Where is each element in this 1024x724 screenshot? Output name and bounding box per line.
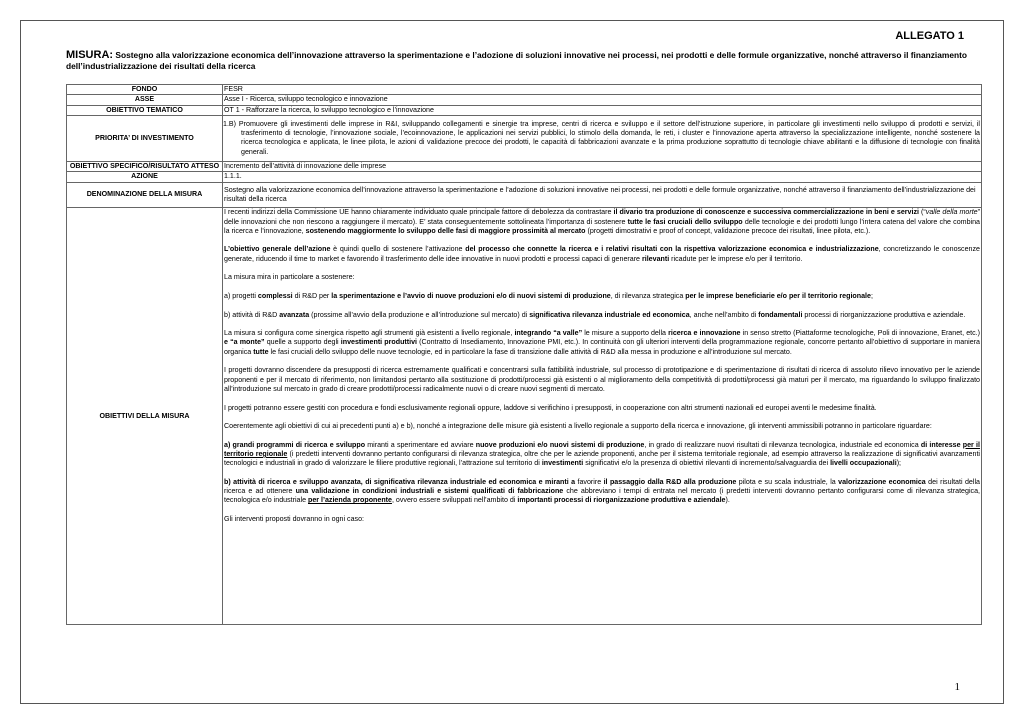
asse-value: Asse I - Ricerca, sviluppo tecnologico e innovazione: [223, 95, 982, 105]
obiettivi-paragraph: La misura si configura come sinergica rispetto agli strumenti già esistenti a livello regionale, integrando “a valle” le misure a supporto della ricerca e innovazione in senso stretto (Piattaforme tecnologiche, Poli di innovazione, Eranet, etc.) e “a monte” quelle a supporto degli investimenti produttivi (Contratto di Insediamento, Innovazione PMI, etc.). In continuità con gli ulteriori interventi della programmazione regionale, concorre pertanto all’obiettivo di supportare in maniera organica tutte le fasi cruciali dello sviluppo delle nuove tecnologie, ed in particolare la fase di transizione dalle attività di R&D alla messa in produzione e all’introduzione sul mercato.: [224, 329, 980, 356]
table-row-priorita: [67, 115, 982, 161]
obiettivi-value: [223, 208, 982, 625]
table-row-obiettivo-specifico: [67, 162, 982, 172]
obiettivi-paragraph: b) attività di ricerca e sviluppo avanzata, di significativa rilevanza industriale ed economica e miranti a favorire il passaggio dalla R&D alla produzione pilota e su scala industriale, la valorizzazione economica dei risultati della ricerca e ad ottenere una validazione in condizioni industriali e sistemi qualificati di fabbricazione che abbreviano i tempi di entrata nel mercato (i predetti interventi dovranno pertanto configurarsi come di rilevanza strategica, tecnologica e/o industriale per l’azienda proponente, ovvero essere sviluppati nell’ambito di importanti processi di riorganizzazione produttiva e aziendale).: [224, 477, 980, 505]
obiettivo-tematico-label: OBIETTIVO TEMATICO: [67, 105, 223, 115]
azione-label: AZIONE: [67, 172, 223, 182]
misura-title: Sostegno alla valorizzazione economica dell’innovazione attraverso la sperimentazione e l’adozione di soluzioni innovative nei processi, nei prodotti e delle formule organizzative, nonché attraverso il finanziamento dell’industrializzazione dei risultati della ricerca: [66, 50, 968, 71]
obiettivi-paragraph: I recenti indirizzi della Commissione UE hanno chiaramente individuato quale principale fattore di debolezza da contrastare il divario tra produzione di conoscenze e successiva commercializzazione in beni e servizi (“valle della morte” delle innovazioni che non riescono a raggiungere il mercato). E’ stata conseguentemente sottolineata l’importanza di sostenere tutte le fasi cruciali dello sviluppo delle tecnologie e dei prodotti lungo l’intera catena del valore che combina la ricerca e l’innovazione, sostenendo maggiormente lo sviluppo delle fasi di maggiore prossimità al mercato (progetti dimostrativi e proof of concept, validazione precoce dei risultati, linee pilota, etc.).: [224, 208, 980, 235]
obiettivi-paragraph: Coerentemente agli obiettivi di cui ai precedenti punti a) e b), nonché a integrazione delle misure già esistenti a livello regionale a supporto della ricerca e innovazione, gli interventi ammissibili potranno in particolare riguardare:: [224, 422, 932, 431]
obiettivi-paragraph: Gli interventi proposti dovranno in ogni caso:: [224, 515, 364, 524]
table-row-obiettivi: [67, 208, 982, 625]
denominazione-value: Sostegno alla valorizzazione economica dell’innovazione attraverso la sperimentazione e l’adozione di soluzioni innovative nei processi, nei prodotti e delle formule organizzative, nonché attraverso il finanziamento dell’industrializzazione dei risultati della ricerca: [223, 182, 982, 208]
obiettivi-paragraph: a) grandi programmi di ricerca e sviluppo miranti a sperimentare ed avviare nuove produzioni e/o nuovi sistemi di produzione, in grado di realizzare nuovi risultati di rilevanza tecnologica, industriale ed economica di interesse per il territorio regionale (i predetti interventi dovranno pertanto configurarsi di rilevanza strategica, oltre che per le aziende proponenti, anche per il sistema territoriale regionale, ad esempio attraverso la realizzazione di significativi avanzamenti tecnologici e industriali in grado di valorizzare le filiere produttive regionali, l’attrazione sul territorio di investimenti significativi e/o la presenza di obiettivi rilevanti di incremento/salvaguardia dei livelli occupazionali);: [224, 440, 980, 468]
fondo-label: FONDO: [67, 85, 223, 95]
table-row-fondo: [67, 85, 982, 95]
obiettivo-specifico-label: OBIETTIVO SPECIFICO/RISULTATO ATTESO: [67, 162, 223, 172]
priorita-label: PRIORITA’ DI INVESTIMENTO: [67, 115, 223, 161]
misura-label: MISURA:: [66, 49, 114, 61]
obiettivi-paragraph: I progetti dovranno discendere da presupposti di ricerca estremamente qualificati e concentrarsi sulla fattibilità industriale, sul processo di prototipazione e di sperimentazione di risultati di ricerca di assoluto rilievo innovativo per le aziende proponenti e per il mercato di riferimento, non limitandosi pertanto alla sostituzione di prodotti/processi già esistenti o al miglioramento della competitività di prodotti/processi già maturi per il mercato, ma riguardando lo sviluppo finalizzato all’introduzione sul mercato in grado di creare prodotti/processi radicalmente nuovi o di creare nuovi segmenti di mercato.: [224, 366, 980, 393]
obiettivi-label: OBIETTIVI DELLA MISURA: [67, 208, 223, 625]
denominazione-label: DENOMINAZIONE DELLA MISURA: [67, 182, 223, 208]
misura-heading: [66, 50, 976, 71]
fondo-value: FESR: [223, 85, 982, 95]
obiettivi-paragraph: b) attività di R&D avanzata (prossime all’avvio della produzione e all’introduzione sul mercato) di significativa rilevanza industriale ed economica, anche nell’ambito di fondamentali processi di riorganizzazione produttiva e aziendale.: [224, 310, 966, 319]
asse-label: ASSE: [67, 95, 223, 105]
table-row-azione: [67, 172, 982, 182]
obiettivo-tematico-value: OT 1 - Rafforzare la ricerca, lo sviluppo tecnologico e l’innovazione: [223, 105, 982, 115]
obiettivi-paragraph: I progetti potranno essere gestiti con procedura e fondi esclusivamente regionali oppure, laddove si verifichino i presupposti, in cooperazione con altri strumenti nazionali ed europei aventi le medesime finalità.: [224, 403, 877, 412]
allegato-title: ALLEGATO 1: [895, 30, 964, 42]
priorita-value: 1.B) Promuovere gli investimenti delle imprese in R&I, sviluppando collegamenti e sinergie tra imprese, centri di ricerca e sviluppo e il settore dell’istruzione superiore, in particolare gli investimenti nello sviluppo di prodotti e servizi, il trasferimento di tecnologie, l’innovazione sociale, l’ecoinnovazione, le applicazioni nei servizi pubblici, lo stimolo della domanda, le reti, i cluster e l’innovazione aperta attraverso la specializzazione intelligente, nonché sostenere la ricerca tecnologica e applicata, le linee pilota, le azioni di validazione precoce dei prodotti, le capacità di fabbricazioni avanzate e la prima produzione soprattutto di tecnologie chiave abilitanti e la diffusione di tecnologie con finalità generali.: [223, 115, 982, 161]
obiettivi-paragraph: L’obiettivo generale dell’azione è quindi quello di sostenere l’attivazione del processo che connette la ricerca e i relativi risultati con la rispettiva valorizzazione economica e industrializzazione, concretizzando le conoscenze generate, riducendo il time to market e favorendo il trasferimento delle idee innovative in nuovi prodotti e processi capaci di generare rilevanti ricadute per le imprese e/o per il territorio.: [224, 245, 980, 263]
azione-value: 1.1.1.: [223, 172, 982, 182]
table-row-asse: [67, 95, 982, 105]
obiettivi-paragraph: a) progetti complessi di R&D per la sperimentazione e l’avvio di nuove produzioni e/o di nuovi sistemi di produzione, di rilevanza strategica per le imprese beneficiarie e/o per il territorio regionale;: [224, 291, 873, 300]
misura-table: [66, 84, 982, 625]
page-number: 1: [954, 681, 960, 693]
obiettivi-paragraph: La misura mira in particolare a sostenere:: [224, 273, 355, 282]
table-row-obiettivo-tematico: [67, 105, 982, 115]
table-row-denominazione: [67, 182, 982, 208]
obiettivo-specifico-value: Incremento dell’attività di innovazione delle imprese: [223, 162, 982, 172]
